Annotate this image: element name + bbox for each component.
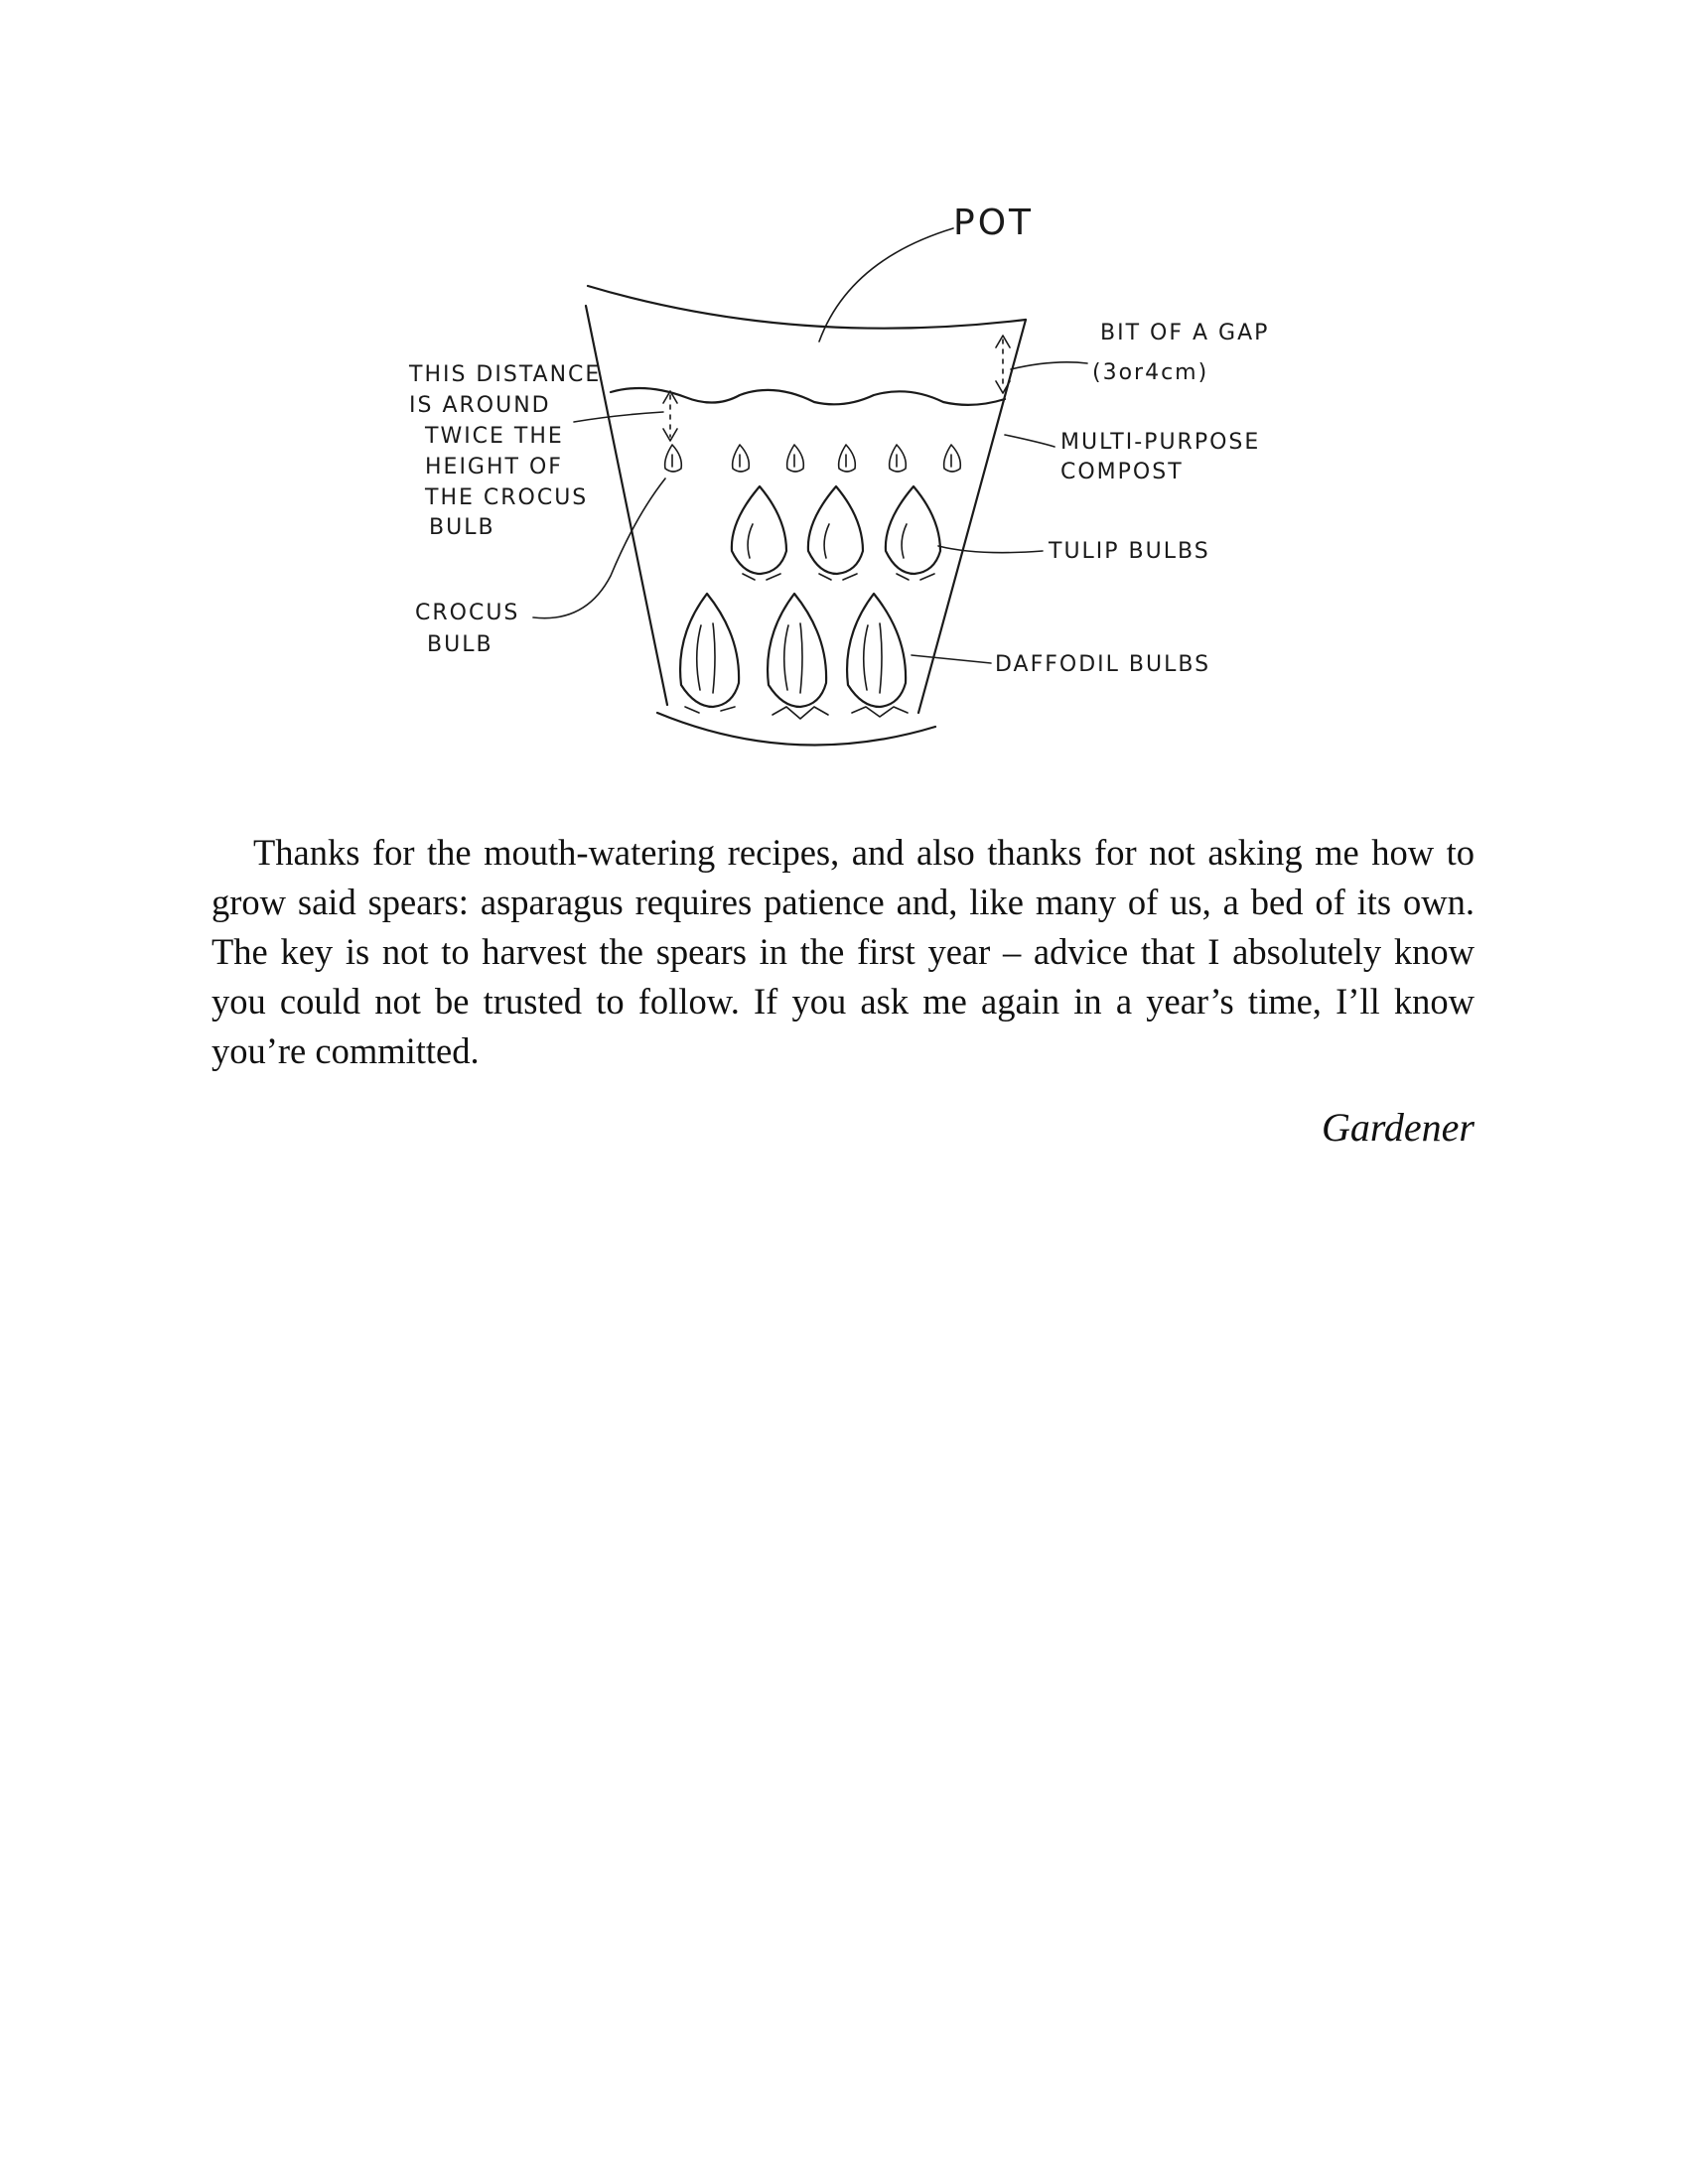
crocus-bulbs xyxy=(665,445,961,472)
svg-text:BULB: BULB xyxy=(427,632,493,657)
bulb-lasagne-sketch xyxy=(0,0,1688,794)
letter-signature: Gardener xyxy=(1321,1105,1475,1150)
letter-body: Thanks for the mouth-watering recipes, and also thanks for not asking me how to grow said spears: asparagus requires patience and, like many of us, a bed of its own. The key is not to harvest the spears in the first year – advice that I absolutely know you could not be trusted to follow. If you ask me again in a year’s time, I’ll know you’re committed. xyxy=(211,832,1475,1071)
svg-text:COMPOST: COMPOST xyxy=(1060,460,1184,484)
svg-text:THE CROCUS: THE CROCUS xyxy=(425,485,589,510)
svg-text:IS AROUND: IS AROUND xyxy=(409,393,551,418)
svg-text:BIT OF A GAP: BIT OF A GAP xyxy=(1100,321,1270,345)
gap-label xyxy=(1092,321,1269,385)
svg-text:CROCUS: CROCUS xyxy=(415,601,520,625)
compost-label xyxy=(1060,430,1260,484)
svg-text:MULTI-PURPOSE: MULTI-PURPOSE xyxy=(1060,430,1261,455)
daffodil-bulbs xyxy=(680,594,908,719)
daffodil-label: DAFFODIL BULBS xyxy=(995,652,1211,677)
svg-text:TWICE THE: TWICE THE xyxy=(425,424,564,449)
tulip-bulbs xyxy=(732,486,940,580)
svg-text:BULB: BULB xyxy=(429,515,495,540)
tulip-label: TULIP BULBS xyxy=(1049,539,1210,564)
distance-label xyxy=(408,362,601,540)
crocus-label xyxy=(415,601,519,657)
svg-text:(3or4cm): (3or4cm) xyxy=(1092,360,1209,385)
gap-arrow xyxy=(996,336,1010,393)
svg-text:HEIGHT OF: HEIGHT OF xyxy=(425,455,563,479)
pot-label: POT xyxy=(953,203,1035,243)
svg-text:THIS DISTANCE: THIS DISTANCE xyxy=(409,362,602,387)
pot-outline xyxy=(586,286,1026,745)
distance-arrow xyxy=(663,391,677,441)
